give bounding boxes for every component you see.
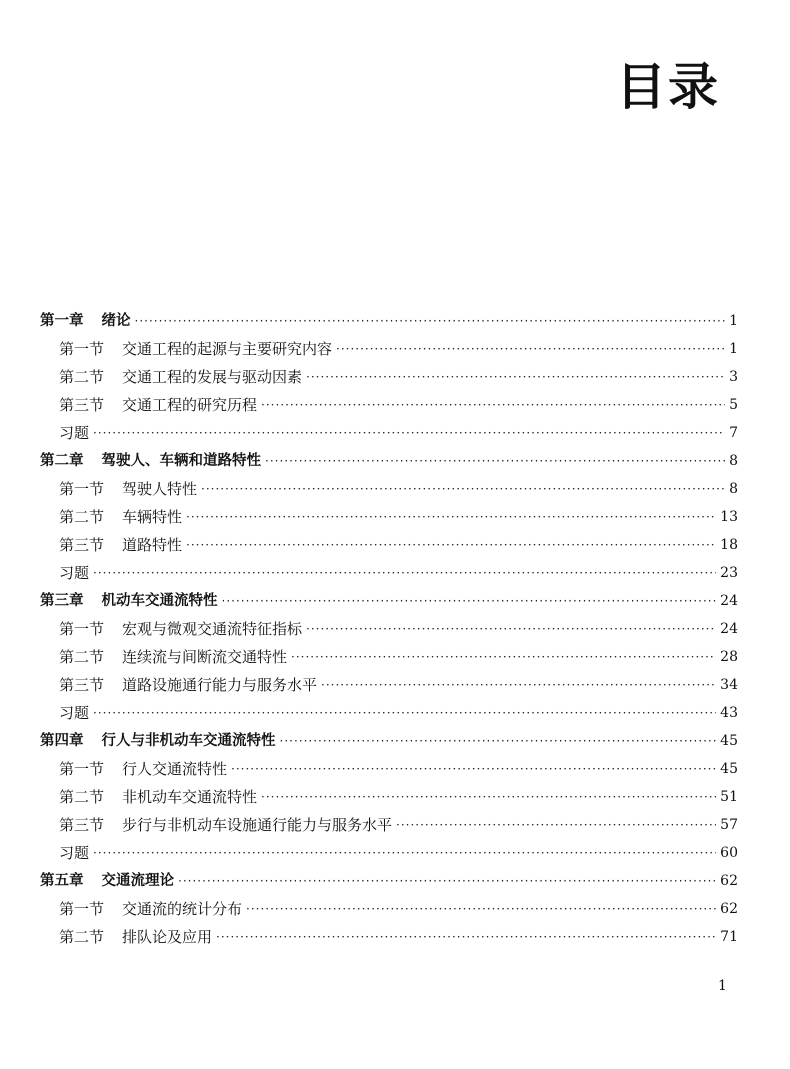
toc-entry-number: 第二节 [59,368,105,386]
dot-leader [321,671,716,699]
dot-leader [216,923,716,951]
toc-entry-number: 第一节 [59,760,105,778]
toc-entry-title: 道路设施通行能力与服务水平 [122,676,318,694]
toc-chapter-entry[interactable] [40,447,738,475]
toc-entry-page: 51 [720,789,738,805]
toc-entry-label [59,699,89,727]
toc-entry-number: 第二节 [59,928,105,946]
toc-entry-title: 交通工程的起源与主要研究内容 [122,340,333,358]
toc-entry-label [59,503,182,531]
toc-entry-label [59,475,197,503]
toc-entry-label [59,671,317,699]
toc-entry-number: 第一节 [59,620,105,638]
toc-chapter-entry[interactable] [40,867,738,895]
toc-entry-page: 1 [729,313,738,329]
toc-entry-page: 8 [729,453,738,469]
toc-section-entry[interactable] [40,895,738,923]
toc-entry-number: 第一章 [40,313,84,329]
toc-entry-label [59,391,257,419]
toc-section-entry[interactable] [40,531,738,559]
toc-entry-title: 道路特性 [122,536,183,554]
toc-entry-page: 34 [720,677,738,693]
toc-entry-title: 行人与非机动车交通流特性 [101,733,276,749]
toc-entry-title: 机动车交通流特性 [101,593,218,609]
toc-entry-page: 60 [720,845,738,861]
toc-entry-label [59,923,212,951]
toc-section-entry[interactable] [40,419,738,447]
toc-section-entry[interactable] [40,643,738,671]
toc-chapter-entry[interactable] [40,587,738,615]
toc-section-entry[interactable] [40,475,738,503]
toc-section-entry[interactable] [40,783,738,811]
toc-entry-page: 13 [720,509,738,525]
toc-entry-number: 第三节 [59,816,105,834]
dot-leader [396,811,716,839]
dot-leader [186,503,716,531]
dot-leader [222,587,717,615]
toc-entry-label [59,615,302,643]
dot-leader [246,895,716,923]
dot-leader [201,475,725,503]
toc-entry-title: 交通工程的研究历程 [122,396,258,414]
toc-entry-title: 交通流的统计分布 [122,900,243,918]
toc-entry-title: 步行与非机动车设施通行能力与服务水平 [122,816,393,834]
toc-entry-label [40,307,131,335]
toc-section-entry[interactable] [40,839,738,867]
toc-entry-number: 第二节 [59,508,105,526]
toc-entry-number: 第一节 [59,900,105,918]
toc-entry-title: 交通流理论 [101,873,174,889]
dot-leader [336,335,725,363]
toc-section-entry[interactable] [40,811,738,839]
toc-entry-number: 第五章 [40,873,84,889]
table-of-contents [40,307,738,951]
toc-entry-label [59,755,227,783]
toc-section-entry[interactable] [40,671,738,699]
toc-entry-number: 习题 [59,424,90,442]
toc-entry-number: 第四章 [40,733,84,749]
toc-section-entry[interactable] [40,755,738,783]
toc-entry-page: 28 [720,649,738,665]
dot-leader [186,531,716,559]
dot-leader [135,307,726,335]
dot-leader [280,727,717,755]
toc-entry-label [59,559,89,587]
page-title: 目录 [616,57,720,116]
toc-entry-page: 62 [720,901,738,917]
toc-entry-number: 第三节 [59,396,105,414]
toc-section-entry[interactable] [40,699,738,727]
toc-entry-label [59,335,332,363]
toc-entry-title: 排队论及应用 [122,928,213,946]
dot-leader [93,559,716,587]
toc-entry-page: 1 [729,341,738,357]
dot-leader [178,867,716,895]
toc-entry-label [59,419,89,447]
toc-entry-number: 习题 [59,704,90,722]
toc-entry-title: 车辆特性 [122,508,183,526]
dot-leader [261,391,725,419]
toc-entry-page: 57 [720,817,738,833]
dot-leader [231,755,716,783]
toc-entry-title: 交通工程的发展与驱动因素 [122,368,303,386]
dot-leader [306,615,716,643]
toc-entry-title: 驾驶人特性 [122,480,198,498]
toc-entry-label [59,811,392,839]
toc-entry-number: 第二节 [59,788,105,806]
toc-entry-label [59,839,89,867]
toc-chapter-entry[interactable] [40,307,738,335]
toc-entry-title: 驾驶人、车辆和道路特性 [101,453,261,469]
toc-entry-title: 连续流与间断流交通特性 [122,648,288,666]
page-number: 1 [718,978,727,994]
toc-entry-page: 3 [729,369,738,385]
toc-entry-label [59,895,242,923]
toc-entry-page: 24 [720,621,738,637]
toc-entry-number: 习题 [59,564,90,582]
toc-entry-number: 第一节 [59,480,105,498]
toc-entry-page: 43 [720,705,738,721]
toc-entry-title: 宏观与微观交通流特征指标 [122,620,303,638]
toc-section-entry[interactable] [40,335,738,363]
toc-entry-page: 45 [720,733,738,749]
toc-entry-page: 45 [720,761,738,777]
toc-entry-label [40,447,261,475]
toc-entry-number: 第三章 [40,593,84,609]
toc-section-entry[interactable] [40,615,738,643]
dot-leader [261,783,716,811]
dot-leader [265,447,725,475]
toc-entry-page: 71 [720,929,738,945]
toc-entry-label [40,867,174,895]
toc-entry-label [40,587,218,615]
toc-entry-number: 第三节 [59,536,105,554]
toc-entry-page: 18 [720,537,738,553]
toc-entry-page: 23 [720,565,738,581]
toc-entry-title: 行人交通流特性 [122,760,228,778]
toc-entry-page: 24 [720,593,738,609]
dot-leader [291,643,716,671]
toc-entry-number: 习题 [59,844,90,862]
toc-entry-title: 绪论 [101,313,131,329]
toc-entry-title: 非机动车交通流特性 [122,788,258,806]
toc-entry-page: 5 [729,397,738,413]
toc-section-entry[interactable] [40,559,738,587]
dot-leader [93,699,716,727]
toc-section-entry[interactable] [40,391,738,419]
toc-section-entry[interactable] [40,503,738,531]
toc-entry-label [40,727,276,755]
dot-leader [306,363,725,391]
dot-leader [93,419,725,447]
toc-entry-number: 第二章 [40,453,84,469]
toc-entry-label [59,363,302,391]
toc-section-entry[interactable] [40,923,738,951]
toc-entry-page: 62 [720,873,738,889]
toc-entry-number: 第三节 [59,676,105,694]
toc-entry-page: 7 [729,425,738,441]
toc-chapter-entry[interactable] [40,727,738,755]
toc-entry-label [59,643,287,671]
dot-leader [93,839,716,867]
toc-entry-label [59,783,257,811]
toc-entry-label [59,531,182,559]
toc-section-entry[interactable] [40,363,738,391]
toc-entry-page: 8 [729,481,738,497]
toc-entry-number: 第一节 [59,340,105,358]
toc-entry-number: 第二节 [59,648,105,666]
